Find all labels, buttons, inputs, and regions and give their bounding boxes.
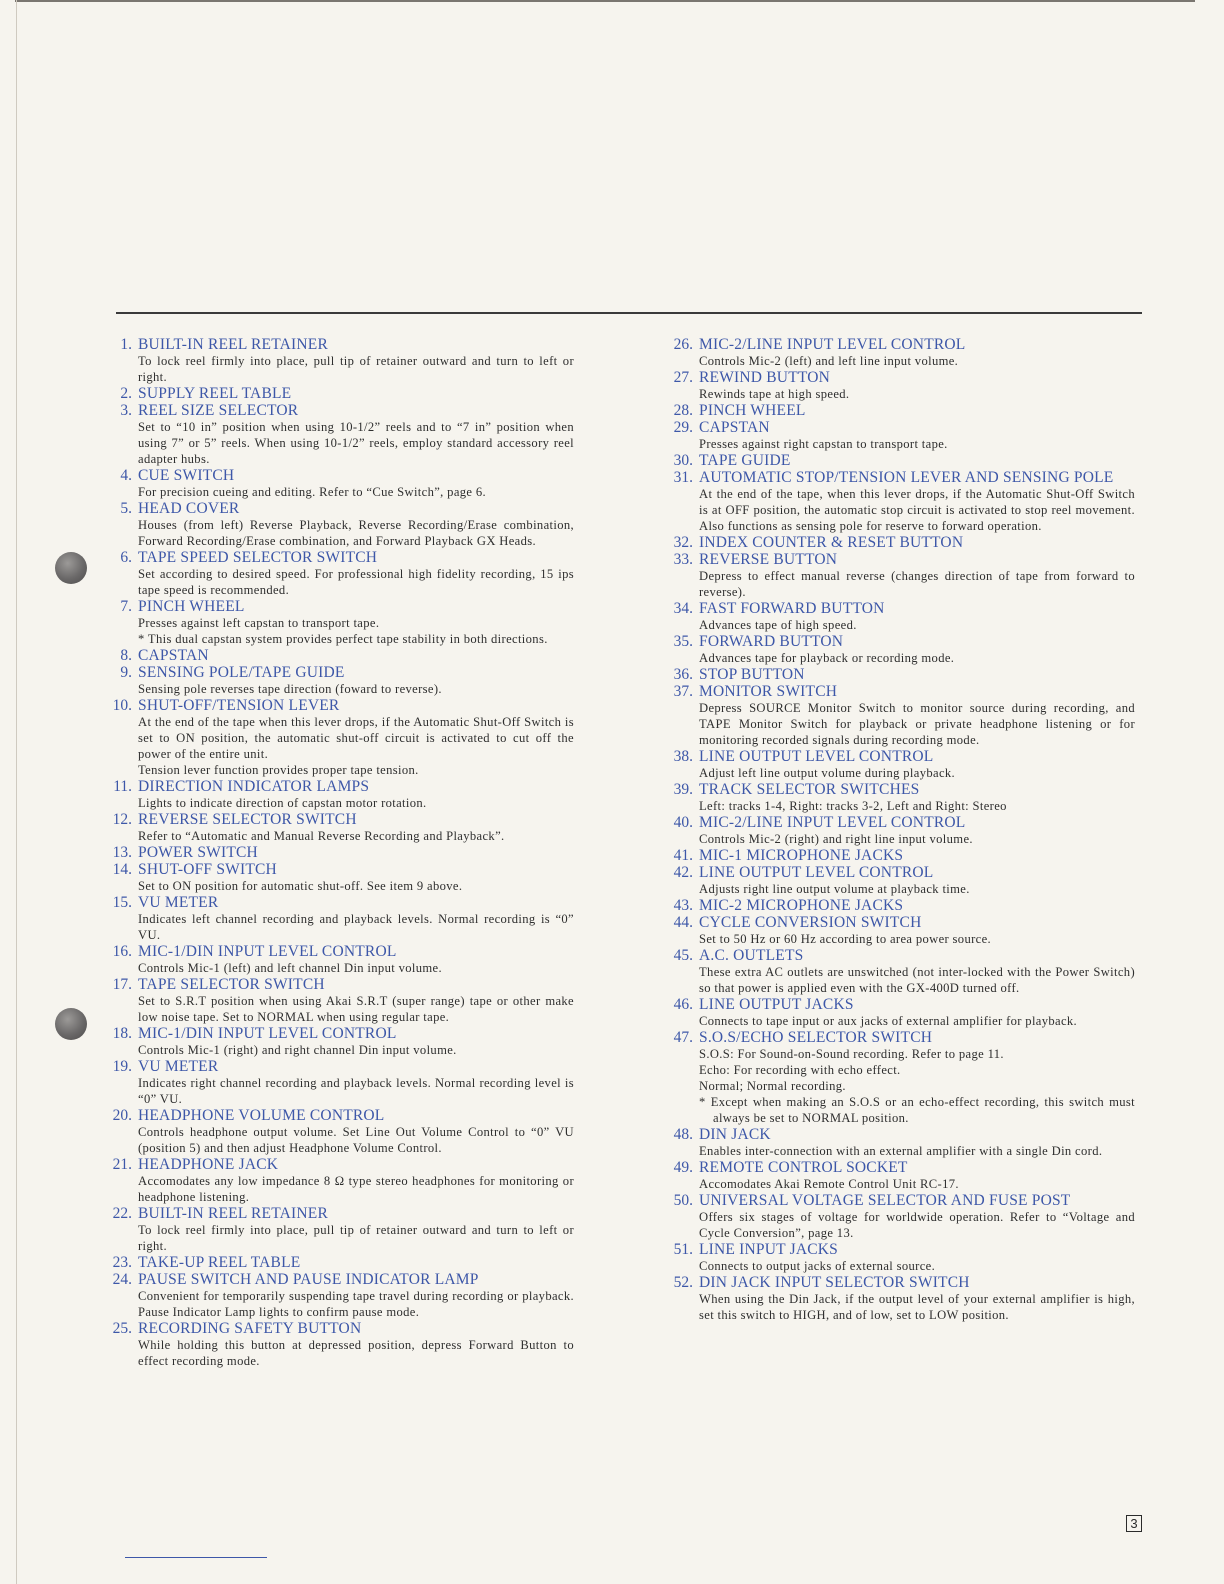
item-number: 3. — [120, 402, 132, 419]
item-number: 50. — [673, 1192, 693, 1209]
item-number: 47. — [673, 1029, 693, 1046]
item-number: 31. — [673, 469, 693, 486]
legend-item — [657, 419, 1135, 452]
item-description: S.O.S: For Sound-on-Sound recording. Refer to page 11. — [699, 1047, 1004, 1061]
item-title: HEADPHONE VOLUME CONTROL — [138, 1107, 385, 1124]
punch-hole-upper — [55, 552, 87, 584]
legend-item — [657, 996, 1135, 1029]
item-title: REWIND BUTTON — [699, 369, 831, 386]
page-top-border — [15, 0, 1195, 2]
page-left-edge — [16, 0, 17, 1584]
legend-item — [657, 336, 1135, 369]
item-body — [138, 861, 574, 894]
item-title: TAPE GUIDE — [699, 452, 791, 469]
item-description: At the end of the tape, when this lever drops, if the Automatic Shut-Off Switch is at OFF position, the automatic stop circuit is activated to stop reel movement. Also functions as sensing pole for reserve to forward operation. — [699, 487, 1135, 533]
legend-item — [657, 814, 1135, 847]
item-number: 7. — [120, 598, 132, 615]
item-title: LINE INPUT JACKS — [699, 1241, 838, 1258]
item-description: Depress SOURCE Monitor Switch to monitor source during recording, and TAPE Monitor Switch for playback or private headphone listening or for monitoring recorded signals during recording mode. — [699, 701, 1135, 747]
item-body — [699, 1274, 1135, 1323]
legend-item — [657, 402, 1135, 419]
item-body — [699, 600, 1135, 633]
item-number: 44. — [673, 914, 693, 931]
legend-item — [96, 697, 574, 778]
item-body — [138, 549, 574, 598]
legend-item — [657, 666, 1135, 683]
item-body — [138, 336, 574, 385]
item-body — [699, 914, 1135, 947]
item-number: 30. — [673, 452, 693, 469]
item-title: S.O.S/ECHO SELECTOR SWITCH — [699, 1029, 933, 1046]
legend-item — [96, 811, 574, 844]
legend-item — [96, 598, 574, 647]
item-title: REEL SIZE SELECTOR — [138, 402, 299, 419]
item-body — [138, 1320, 574, 1369]
bottom-rule — [125, 1557, 267, 1558]
item-description: These extra AC outlets are unswitched (not inter-locked with the Power Switch) so that power is applied even with the GX-400D turned off. — [699, 965, 1135, 995]
item-number: 29. — [673, 419, 693, 436]
item-description: Houses (from left) Reverse Playback, Reverse Recording/Erase combination, Forward Recording/Erase combination, and Forward Playback GX Heads. — [138, 518, 574, 548]
item-number: 23. — [112, 1254, 132, 1271]
item-number: 17. — [112, 976, 132, 993]
legend-item — [96, 861, 574, 894]
item-body — [699, 369, 1135, 402]
item-description: Convenient for temporarily suspending tape travel during recording or playback. Pause Indicator Lamp lights to confirm pause mode. — [138, 1289, 574, 1319]
item-number: 19. — [112, 1058, 132, 1075]
item-number: 11. — [113, 778, 132, 795]
item-note: * This dual capstan system provides perfect tape stability in both directions. — [138, 632, 548, 646]
item-number: 6. — [120, 549, 132, 566]
page-number: 3 — [1126, 1515, 1142, 1532]
item-description: At the end of the tape when this lever drops, if the Automatic Shut-Off Switch is set to ON position, the automatic shut-off circuit is activated to cut off the power of the entire unit. — [138, 715, 574, 761]
item-title: REMOTE CONTROL SOCKET — [699, 1159, 908, 1176]
item-description: Controls headphone output volume. Set Line Out Volume Control to “0” VU (position 5) and then adjust Headphone Volume Control. — [138, 1125, 574, 1155]
legend-item — [657, 551, 1135, 600]
item-description: Offers six stages of voltage for worldwide operation. Refer to “Voltage and Cycle Conversion”, page 13. — [699, 1210, 1135, 1240]
item-title: MONITOR SWITCH — [699, 683, 838, 700]
item-body — [699, 996, 1135, 1029]
legend-item — [657, 1029, 1135, 1126]
item-body — [699, 1241, 1135, 1274]
item-number: 41. — [673, 847, 693, 864]
item-title: UNIVERSAL VOLTAGE SELECTOR AND FUSE POST — [699, 1192, 1071, 1209]
item-description: Controls Mic-1 (left) and left channel Din input volume. — [138, 961, 442, 975]
legend-item — [657, 534, 1135, 551]
legend-item — [96, 1107, 574, 1156]
item-title: VU METER — [138, 1058, 219, 1075]
item-body — [138, 1025, 574, 1058]
item-title: TAPE SPEED SELECTOR SWITCH — [138, 549, 378, 566]
item-title: SENSING POLE/TAPE GUIDE — [138, 664, 345, 681]
item-description: Connects to output jacks of external source. — [699, 1259, 936, 1273]
item-body — [699, 1192, 1135, 1241]
legend-item — [657, 1126, 1135, 1159]
legend-item — [657, 600, 1135, 633]
item-title: DIN JACK — [699, 1126, 771, 1143]
item-description: Refer to “Automatic and Manual Reverse Recording and Playback”. — [138, 829, 505, 843]
item-body — [699, 864, 1135, 897]
item-description: Adjusts right line output volume at playback time. — [699, 882, 970, 896]
item-body — [699, 336, 1135, 369]
item-body — [699, 402, 1135, 419]
item-title: REVERSE BUTTON — [699, 551, 838, 568]
item-body — [138, 1271, 574, 1320]
item-title: SUPPLY REEL TABLE — [138, 385, 292, 402]
item-title: MIC-1/DIN INPUT LEVEL CONTROL — [138, 1025, 397, 1042]
legend-item — [96, 1058, 574, 1107]
item-body — [138, 1058, 574, 1107]
legend-item — [657, 1159, 1135, 1192]
item-body — [138, 1205, 574, 1254]
item-number: 25. — [112, 1320, 132, 1337]
item-note: * Except when making an S.O.S or an echo-effect recording, this switch must always be set to NORMAL position. — [699, 1095, 1135, 1125]
item-description: Advances tape of high speed. — [699, 618, 857, 632]
item-body — [699, 1159, 1135, 1192]
legend-item — [96, 1156, 574, 1205]
item-description: Lights to indicate direction of capstan motor rotation. — [138, 796, 427, 810]
legend-item — [657, 914, 1135, 947]
item-description: Tension lever function provides proper tape tension. — [138, 763, 419, 777]
item-number: 4. — [120, 467, 132, 484]
item-title: MIC-2 MICROPHONE JACKS — [699, 897, 904, 914]
legend-item — [96, 549, 574, 598]
item-body — [138, 778, 574, 811]
item-body — [699, 847, 1135, 864]
item-description: Indicates right channel recording and playback levels. Normal recording level is “0” VU. — [138, 1076, 574, 1106]
left-column — [96, 336, 574, 1369]
item-title: HEAD COVER — [138, 500, 240, 517]
punch-hole-lower — [55, 1008, 87, 1040]
item-title: MIC-1/DIN INPUT LEVEL CONTROL — [138, 943, 397, 960]
item-number: 12. — [112, 811, 132, 828]
item-description: Controls Mic-2 (left) and left line input volume. — [699, 354, 959, 368]
item-title: MIC-1 MICROPHONE JACKS — [699, 847, 904, 864]
legend-item — [96, 385, 574, 402]
section-rule — [116, 312, 1142, 314]
item-number: 48. — [673, 1126, 693, 1143]
item-number: 24. — [112, 1271, 132, 1288]
legend-item — [657, 1192, 1135, 1241]
item-description: Presses against right capstan to transport tape. — [699, 437, 948, 451]
legend-item — [657, 947, 1135, 996]
legend-item — [96, 1271, 574, 1320]
item-description: Presses against left capstan to transport tape. — [138, 616, 380, 630]
item-number: 1. — [120, 336, 132, 353]
item-body — [138, 500, 574, 549]
item-number: 52. — [673, 1274, 693, 1291]
item-description: Set to “10 in” position when using 10-1/2” reels and to “7 in” position when using 7” or 5” reels. When using 10-1/2” reels, employ standard accessory reel adapter hubs. — [138, 420, 574, 466]
item-number: 20. — [112, 1107, 132, 1124]
item-body — [138, 1254, 574, 1271]
item-body — [138, 844, 574, 861]
legend-item — [96, 976, 574, 1025]
item-description: Set to 50 Hz or 60 Hz according to area power source. — [699, 932, 992, 946]
item-title: POWER SWITCH — [138, 844, 258, 861]
item-title: TAPE SELECTOR SWITCH — [138, 976, 325, 993]
item-number: 28. — [673, 402, 693, 419]
item-description: Accomodates Akai Remote Control Unit RC-17. — [699, 1177, 959, 1191]
item-body — [699, 1029, 1135, 1126]
legend-item — [657, 1241, 1135, 1274]
item-body — [699, 534, 1135, 551]
legend-item — [657, 864, 1135, 897]
item-number: 46. — [673, 996, 693, 1013]
item-number: 49. — [673, 1159, 693, 1176]
item-description: Accomodates any low impedance 8 Ω type stereo headphones for monitoring or headphone listening. — [138, 1174, 574, 1204]
item-body — [699, 551, 1135, 600]
item-number: 15. — [112, 894, 132, 911]
item-number: 37. — [673, 683, 693, 700]
item-title: A.C. OUTLETS — [699, 947, 804, 964]
item-body — [138, 894, 574, 943]
legend-item — [96, 778, 574, 811]
item-description: Set according to desired speed. For professional high fidelity recording, 15 ips tape speed is recommended. — [138, 567, 574, 597]
item-number: 45. — [673, 947, 693, 964]
legend-item — [96, 467, 574, 500]
item-description: Rewinds tape at high speed. — [699, 387, 850, 401]
legend-item — [657, 369, 1135, 402]
item-description: To lock reel firmly into place, pull tip of retainer outward and turn to left or right. — [138, 354, 574, 384]
legend-item — [657, 748, 1135, 781]
legend-item — [96, 894, 574, 943]
legend-item — [96, 500, 574, 549]
item-title: REVERSE SELECTOR SWITCH — [138, 811, 357, 828]
legend-item — [96, 1205, 574, 1254]
item-number: 32. — [673, 534, 693, 551]
item-number: 34. — [673, 600, 693, 617]
item-number: 21. — [112, 1156, 132, 1173]
item-body — [699, 469, 1135, 534]
item-body — [138, 1156, 574, 1205]
item-number: 40. — [673, 814, 693, 831]
item-title: BUILT-IN REEL RETAINER — [138, 1205, 329, 1222]
legend-item — [96, 943, 574, 976]
legend-item — [96, 844, 574, 861]
item-title: FORWARD BUTTON — [699, 633, 844, 650]
legend-item — [96, 664, 574, 697]
legend-item — [657, 897, 1135, 914]
item-body — [138, 385, 574, 402]
item-title: SHUT-OFF/TENSION LEVER — [138, 697, 340, 714]
item-title: PAUSE SWITCH AND PAUSE INDICATOR LAMP — [138, 1271, 479, 1288]
item-body — [699, 748, 1135, 781]
item-description: Controls Mic-2 (right) and right line input volume. — [699, 832, 973, 846]
item-title: CAPSTAN — [138, 647, 209, 664]
item-number: 8. — [120, 647, 132, 664]
item-number: 36. — [673, 666, 693, 683]
legend-item — [657, 781, 1135, 814]
item-title: TAKE-UP REEL TABLE — [138, 1254, 301, 1271]
item-description: Echo: For recording with echo effect. — [699, 1063, 901, 1077]
legend-item — [657, 469, 1135, 534]
item-description: Left: tracks 1-4, Right: tracks 3-2, Left and Right: Stereo — [699, 799, 1007, 813]
item-body — [138, 647, 574, 664]
item-number: 26. — [673, 336, 693, 353]
item-description: Set to ON position for automatic shut-off. See item 9 above. — [138, 879, 463, 893]
item-body — [699, 452, 1135, 469]
item-title: STOP BUTTON — [699, 666, 805, 683]
item-title: DIN JACK INPUT SELECTOR SWITCH — [699, 1274, 970, 1291]
item-body — [699, 633, 1135, 666]
legend-item — [657, 1274, 1135, 1323]
item-description: Adjust left line output volume during playback. — [699, 766, 956, 780]
legend-item — [96, 336, 574, 385]
item-number: 51. — [673, 1241, 693, 1258]
item-title: VU METER — [138, 894, 219, 911]
item-description: Enables inter-connection with an external amplifier with a single Din cord. — [699, 1144, 1103, 1158]
legend-item — [96, 1320, 574, 1369]
item-title: MIC-2/LINE INPUT LEVEL CONTROL — [699, 814, 966, 831]
item-title: LINE OUTPUT JACKS — [699, 996, 854, 1013]
item-body — [699, 814, 1135, 847]
item-title: INDEX COUNTER & RESET BUTTON — [699, 534, 964, 551]
item-body — [138, 943, 574, 976]
legend-item — [657, 847, 1135, 864]
item-number: 14. — [112, 861, 132, 878]
legend-item — [96, 402, 574, 467]
item-body — [699, 683, 1135, 748]
item-body — [138, 811, 574, 844]
item-title: RECORDING SAFETY BUTTON — [138, 1320, 362, 1337]
item-number: 35. — [673, 633, 693, 650]
item-number: 10. — [112, 697, 132, 714]
item-title: CAPSTAN — [699, 419, 770, 436]
item-title: BUILT-IN REEL RETAINER — [138, 336, 329, 353]
item-description: To lock reel firmly into place, pull tip of retainer outward and turn to left or right. — [138, 1223, 574, 1253]
item-body — [138, 467, 574, 500]
item-description: While holding this button at depressed position, depress Forward Button to effect recording mode. — [138, 1338, 574, 1368]
item-title: TRACK SELECTOR SWITCHES — [699, 781, 920, 798]
item-number: 27. — [673, 369, 693, 386]
item-body — [699, 666, 1135, 683]
item-number: 2. — [120, 385, 132, 402]
item-title: FAST FORWARD BUTTON — [699, 600, 885, 617]
item-description: Controls Mic-1 (right) and right channel Din input volume. — [138, 1043, 457, 1057]
item-number: 5. — [120, 500, 132, 517]
item-description: Normal; Normal recording. — [699, 1079, 846, 1093]
legend-item — [657, 683, 1135, 748]
item-title: LINE OUTPUT LEVEL CONTROL — [699, 864, 934, 881]
item-body — [138, 598, 574, 647]
item-body — [138, 402, 574, 467]
item-description: Set to S.R.T position when using Akai S.R.T (super range) tape or other make low noise tape. Set to NORMAL when using regular tape. — [138, 994, 574, 1024]
item-title: DIRECTION INDICATOR LAMPS — [138, 778, 370, 795]
item-body — [138, 976, 574, 1025]
item-number: 13. — [112, 844, 132, 861]
item-body — [138, 697, 574, 778]
item-body — [699, 781, 1135, 814]
item-number: 22. — [112, 1205, 132, 1222]
item-title: CYCLE CONVERSION SWITCH — [699, 914, 922, 931]
legend-item — [96, 1254, 574, 1271]
item-title: AUTOMATIC STOP/TENSION LEVER AND SENSING POLE — [699, 469, 1114, 486]
item-body — [699, 419, 1135, 452]
item-description: When using the Din Jack, if the output level of your external amplifier is high, set this switch to HIGH, and of low, set to LOW position. — [699, 1292, 1135, 1322]
item-description: Depress to effect manual reverse (changes direction of tape from forward to reverse). — [699, 569, 1135, 599]
legend-item — [96, 647, 574, 664]
item-body — [699, 947, 1135, 996]
item-body — [699, 897, 1135, 914]
item-number: 16. — [112, 943, 132, 960]
item-number: 43. — [673, 897, 693, 914]
item-number: 18. — [112, 1025, 132, 1042]
item-title: LINE OUTPUT LEVEL CONTROL — [699, 748, 934, 765]
item-description: Connects to tape input or aux jacks of external amplifier for playback. — [699, 1014, 1078, 1028]
item-body — [699, 1126, 1135, 1159]
item-title: CUE SWITCH — [138, 467, 235, 484]
item-number: 33. — [673, 551, 693, 568]
legend-item — [657, 452, 1135, 469]
item-title: PINCH WHEEL — [699, 402, 806, 419]
item-title: SHUT-OFF SWITCH — [138, 861, 277, 878]
legend-item — [96, 1025, 574, 1058]
item-number: 38. — [673, 748, 693, 765]
item-description: Advances tape for playback or recording mode. — [699, 651, 955, 665]
item-number: 42. — [673, 864, 693, 881]
legend-item — [657, 633, 1135, 666]
right-column — [657, 336, 1135, 1323]
item-number: 9. — [120, 664, 132, 681]
item-title: HEADPHONE JACK — [138, 1156, 279, 1173]
item-description: Indicates left channel recording and playback levels. Normal recording is “0” VU. — [138, 912, 574, 942]
item-number: 39. — [673, 781, 693, 798]
item-body — [138, 664, 574, 697]
item-title: MIC-2/LINE INPUT LEVEL CONTROL — [699, 336, 966, 353]
item-body — [138, 1107, 574, 1156]
item-description: Sensing pole reverses tape direction (foward to reverse). — [138, 682, 442, 696]
item-title: PINCH WHEEL — [138, 598, 245, 615]
item-description: For precision cueing and editing. Refer to “Cue Switch”, page 6. — [138, 485, 486, 499]
